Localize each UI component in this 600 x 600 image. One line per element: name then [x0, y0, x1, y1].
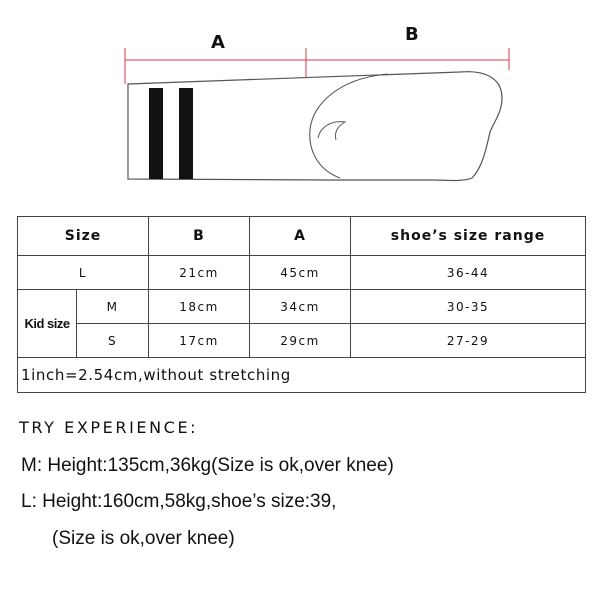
cell-size-l: L: [18, 256, 149, 290]
experience-title: TRY EXPERIENCE:: [19, 418, 199, 437]
header-a: A: [250, 217, 351, 256]
header-size: Size: [18, 217, 149, 256]
table-note-row: [18, 358, 586, 393]
dimension-b-label: B: [405, 24, 419, 45]
header-shoe-size-range: shoe’s size range: [351, 217, 586, 256]
sock-diagram: [0, 0, 600, 205]
measurement-note: 1inch=2.54cm,without stretching: [18, 358, 586, 393]
size-table: [17, 216, 586, 393]
table-row-s: [18, 324, 586, 358]
table-header-row: [18, 217, 586, 256]
cell-a-l: 45cm: [250, 256, 351, 290]
sock-stripe-2: [179, 88, 193, 179]
header-b: B: [149, 217, 250, 256]
cell-b-m: 18cm: [149, 290, 250, 324]
cell-a-s: 29cm: [250, 324, 351, 358]
kid-size-label: Kid size: [18, 290, 77, 358]
cell-b-l: 21cm: [149, 256, 250, 290]
cell-a-m: 34cm: [250, 290, 351, 324]
experience-m-line: M: Height:135cm,36kg(Size is ok,over knee): [21, 455, 394, 476]
cell-size-m: M: [77, 290, 149, 324]
table-row-l: [18, 256, 586, 290]
sock-stripe-1: [149, 88, 163, 179]
cell-range-s: 27-29: [351, 324, 586, 358]
experience-l-line-2: (Size is ok,over knee): [52, 528, 235, 549]
cell-range-m: 30-35: [351, 290, 586, 324]
table-row-m: [18, 290, 586, 324]
experience-l-line: L: Height:160cm,58kg,shoe’s size:39,: [21, 491, 337, 512]
cell-range-l: 36-44: [351, 256, 586, 290]
cell-b-s: 17cm: [149, 324, 250, 358]
cell-size-s: S: [77, 324, 149, 358]
dimension-a-label: A: [211, 32, 225, 53]
